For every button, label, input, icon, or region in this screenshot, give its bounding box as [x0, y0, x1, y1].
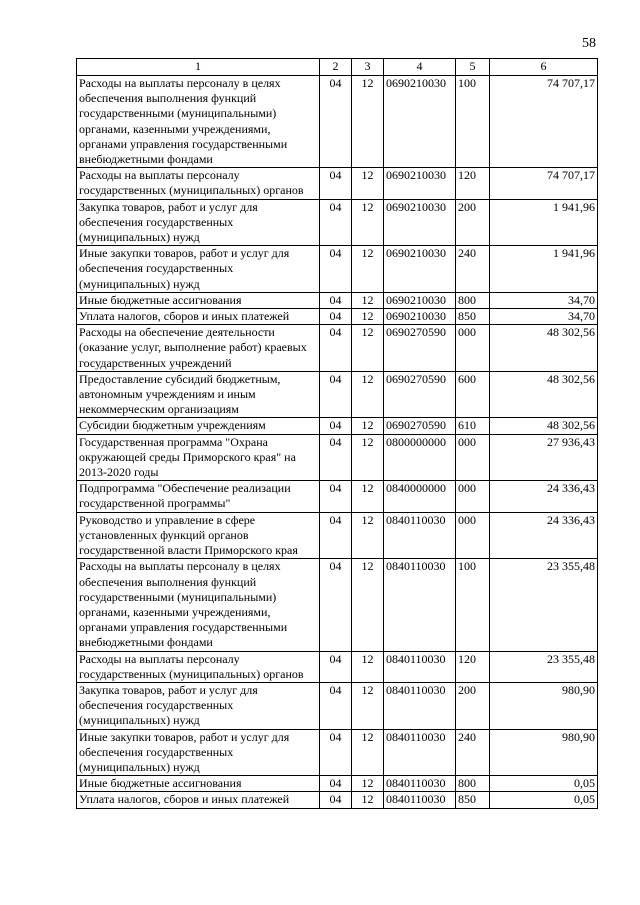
row-section-cell: 04 — [320, 792, 352, 808]
table-body — [77, 76, 598, 809]
row-target-article-cell: 0690210030 — [384, 76, 456, 168]
row-amount-cell: 0,05 — [490, 792, 598, 808]
row-amount-cell: 74 707,17 — [490, 168, 598, 199]
row-name-cell: Руководство и управление в сфере установленных функций органов государственной власти Приморского края — [77, 512, 320, 559]
row-amount-cell: 23 355,48 — [490, 651, 598, 682]
table-row — [77, 168, 598, 199]
row-subsection-cell: 12 — [352, 325, 384, 372]
row-expense-type-cell: 000 — [456, 512, 490, 559]
table-row — [77, 651, 598, 682]
row-subsection-cell: 12 — [352, 434, 384, 481]
row-section-cell: 04 — [320, 559, 352, 651]
row-expense-type-cell: 100 — [456, 559, 490, 651]
row-name-cell: Расходы на обеспечение деятельности (оказание услуг, выполнение работ) краевых государственных учреждений — [77, 325, 320, 372]
table-row — [77, 682, 598, 729]
row-amount-cell: 74 707,17 — [490, 76, 598, 168]
row-amount-cell: 34,70 — [490, 292, 598, 308]
column-header-section: 2 — [320, 59, 352, 76]
row-name-cell: Иные закупки товаров, работ и услуг для обеспечения государственных (муниципальных) нужд — [77, 246, 320, 293]
row-subsection-cell: 12 — [352, 292, 384, 308]
column-header-name: 1 — [77, 59, 320, 76]
row-target-article-cell: 0690210030 — [384, 199, 456, 246]
row-section-cell: 04 — [320, 199, 352, 246]
row-amount-cell: 980,90 — [490, 682, 598, 729]
row-target-article-cell: 0840110030 — [384, 776, 456, 792]
row-subsection-cell: 12 — [352, 559, 384, 651]
row-target-article-cell: 0690270590 — [384, 371, 456, 418]
table-row — [77, 418, 598, 434]
table-row — [77, 481, 598, 512]
table-row — [77, 729, 598, 776]
row-expense-type-cell: 000 — [456, 325, 490, 372]
row-subsection-cell: 12 — [352, 792, 384, 808]
row-name-cell: Уплата налогов, сборов и иных платежей — [77, 309, 320, 325]
row-expense-type-cell: 240 — [456, 729, 490, 776]
row-amount-cell: 980,90 — [490, 729, 598, 776]
row-name-cell: Закупка товаров, работ и услуг для обеспечения государственных (муниципальных) нужд — [77, 199, 320, 246]
row-section-cell: 04 — [320, 76, 352, 168]
row-section-cell: 04 — [320, 418, 352, 434]
table-row — [77, 309, 598, 325]
row-target-article-cell: 0690210030 — [384, 309, 456, 325]
row-subsection-cell: 12 — [352, 168, 384, 199]
table-row — [77, 199, 598, 246]
row-name-cell: Иные закупки товаров, работ и услуг для обеспечения государственных (муниципальных) нужд — [77, 729, 320, 776]
row-target-article-cell: 0690210030 — [384, 292, 456, 308]
row-subsection-cell: 12 — [352, 481, 384, 512]
row-expense-type-cell: 120 — [456, 651, 490, 682]
table-row — [77, 776, 598, 792]
row-amount-cell: 1 941,96 — [490, 199, 598, 246]
row-subsection-cell: 12 — [352, 682, 384, 729]
row-expense-type-cell: 200 — [456, 682, 490, 729]
row-subsection-cell: 12 — [352, 199, 384, 246]
row-target-article-cell: 0690270590 — [384, 418, 456, 434]
table-row — [77, 792, 598, 808]
row-amount-cell: 48 302,56 — [490, 325, 598, 372]
row-name-cell: Расходы на выплаты персоналу государственных (муниципальных) органов — [77, 168, 320, 199]
page-number: 58 — [582, 36, 596, 51]
row-section-cell: 04 — [320, 434, 352, 481]
row-name-cell: Расходы на выплаты персоналу государственных (муниципальных) органов — [77, 651, 320, 682]
row-amount-cell: 0,05 — [490, 776, 598, 792]
row-expense-type-cell: 800 — [456, 292, 490, 308]
table-row — [77, 325, 598, 372]
row-expense-type-cell: 240 — [456, 246, 490, 293]
row-section-cell: 04 — [320, 729, 352, 776]
row-name-cell: Иные бюджетные ассигнования — [77, 776, 320, 792]
row-amount-cell: 24 336,43 — [490, 512, 598, 559]
row-section-cell: 04 — [320, 512, 352, 559]
row-expense-type-cell: 200 — [456, 199, 490, 246]
column-header-subsection: 3 — [352, 59, 384, 76]
row-amount-cell: 1 941,96 — [490, 246, 598, 293]
row-target-article-cell: 0840110030 — [384, 512, 456, 559]
row-section-cell: 04 — [320, 651, 352, 682]
column-header-expense-type: 5 — [456, 59, 490, 76]
row-name-cell: Государственная программа "Охрана окружающей среды Приморского края" на 2013-2020 годы — [77, 434, 320, 481]
column-header-target-article: 4 — [384, 59, 456, 76]
row-target-article-cell: 0690210030 — [384, 168, 456, 199]
row-target-article-cell: 0840110030 — [384, 651, 456, 682]
row-amount-cell: 34,70 — [490, 309, 598, 325]
row-subsection-cell: 12 — [352, 776, 384, 792]
table-row — [77, 512, 598, 559]
row-expense-type-cell: 800 — [456, 776, 490, 792]
row-name-cell: Субсидии бюджетным учреждениям — [77, 418, 320, 434]
row-amount-cell: 23 355,48 — [490, 559, 598, 651]
row-expense-type-cell: 000 — [456, 434, 490, 481]
row-expense-type-cell: 850 — [456, 792, 490, 808]
table-row — [77, 292, 598, 308]
row-subsection-cell: 12 — [352, 246, 384, 293]
row-section-cell: 04 — [320, 682, 352, 729]
row-subsection-cell: 12 — [352, 418, 384, 434]
row-name-cell: Предоставление субсидий бюджетным, автономным учреждениям и иным некоммерческим организациям — [77, 371, 320, 418]
row-section-cell: 04 — [320, 481, 352, 512]
row-expense-type-cell: 100 — [456, 76, 490, 168]
row-section-cell: 04 — [320, 309, 352, 325]
table-row — [77, 76, 598, 168]
row-section-cell: 04 — [320, 325, 352, 372]
row-name-cell: Подпрограмма "Обеспечение реализации государственной программы" — [77, 481, 320, 512]
row-expense-type-cell: 600 — [456, 371, 490, 418]
row-amount-cell: 48 302,56 — [490, 371, 598, 418]
row-amount-cell: 48 302,56 — [490, 418, 598, 434]
row-name-cell: Иные бюджетные ассигнования — [77, 292, 320, 308]
column-header-amount: 6 — [490, 59, 598, 76]
row-target-article-cell: 0840110030 — [384, 682, 456, 729]
row-subsection-cell: 12 — [352, 76, 384, 168]
row-subsection-cell: 12 — [352, 371, 384, 418]
row-subsection-cell: 12 — [352, 729, 384, 776]
row-name-cell: Расходы на выплаты персоналу в целях обеспечения выполнения функций государственными (муниципальными) органами, казенными учреждениями, органами управления государственными внебюджетными фондами — [77, 76, 320, 168]
row-subsection-cell: 12 — [352, 651, 384, 682]
row-target-article-cell: 0840110030 — [384, 792, 456, 808]
row-target-article-cell: 0840000000 — [384, 481, 456, 512]
row-name-cell: Уплата налогов, сборов и иных платежей — [77, 792, 320, 808]
row-expense-type-cell: 850 — [456, 309, 490, 325]
row-name-cell: Закупка товаров, работ и услуг для обеспечения государственных (муниципальных) нужд — [77, 682, 320, 729]
row-target-article-cell: 0690270590 — [384, 325, 456, 372]
row-expense-type-cell: 120 — [456, 168, 490, 199]
table-row — [77, 559, 598, 651]
row-section-cell: 04 — [320, 776, 352, 792]
row-target-article-cell: 0840110030 — [384, 729, 456, 776]
row-amount-cell: 24 336,43 — [490, 481, 598, 512]
table-row — [77, 434, 598, 481]
row-name-cell: Расходы на выплаты персоналу в целях обеспечения выполнения функций государственными (муниципальными) органами, казенными учреждениями, органами управления государственными внебюджетными фондами — [77, 559, 320, 651]
row-amount-cell: 27 936,43 — [490, 434, 598, 481]
row-target-article-cell: 0690210030 — [384, 246, 456, 293]
row-expense-type-cell: 000 — [456, 481, 490, 512]
row-section-cell: 04 — [320, 246, 352, 293]
table-row — [77, 371, 598, 418]
row-subsection-cell: 12 — [352, 309, 384, 325]
row-section-cell: 04 — [320, 168, 352, 199]
table-row — [77, 246, 598, 293]
row-target-article-cell: 0840110030 — [384, 559, 456, 651]
table-header-row — [77, 59, 598, 76]
row-section-cell: 04 — [320, 292, 352, 308]
row-expense-type-cell: 610 — [456, 418, 490, 434]
row-section-cell: 04 — [320, 371, 352, 418]
row-target-article-cell: 0800000000 — [384, 434, 456, 481]
budget-table — [76, 58, 598, 809]
row-subsection-cell: 12 — [352, 512, 384, 559]
